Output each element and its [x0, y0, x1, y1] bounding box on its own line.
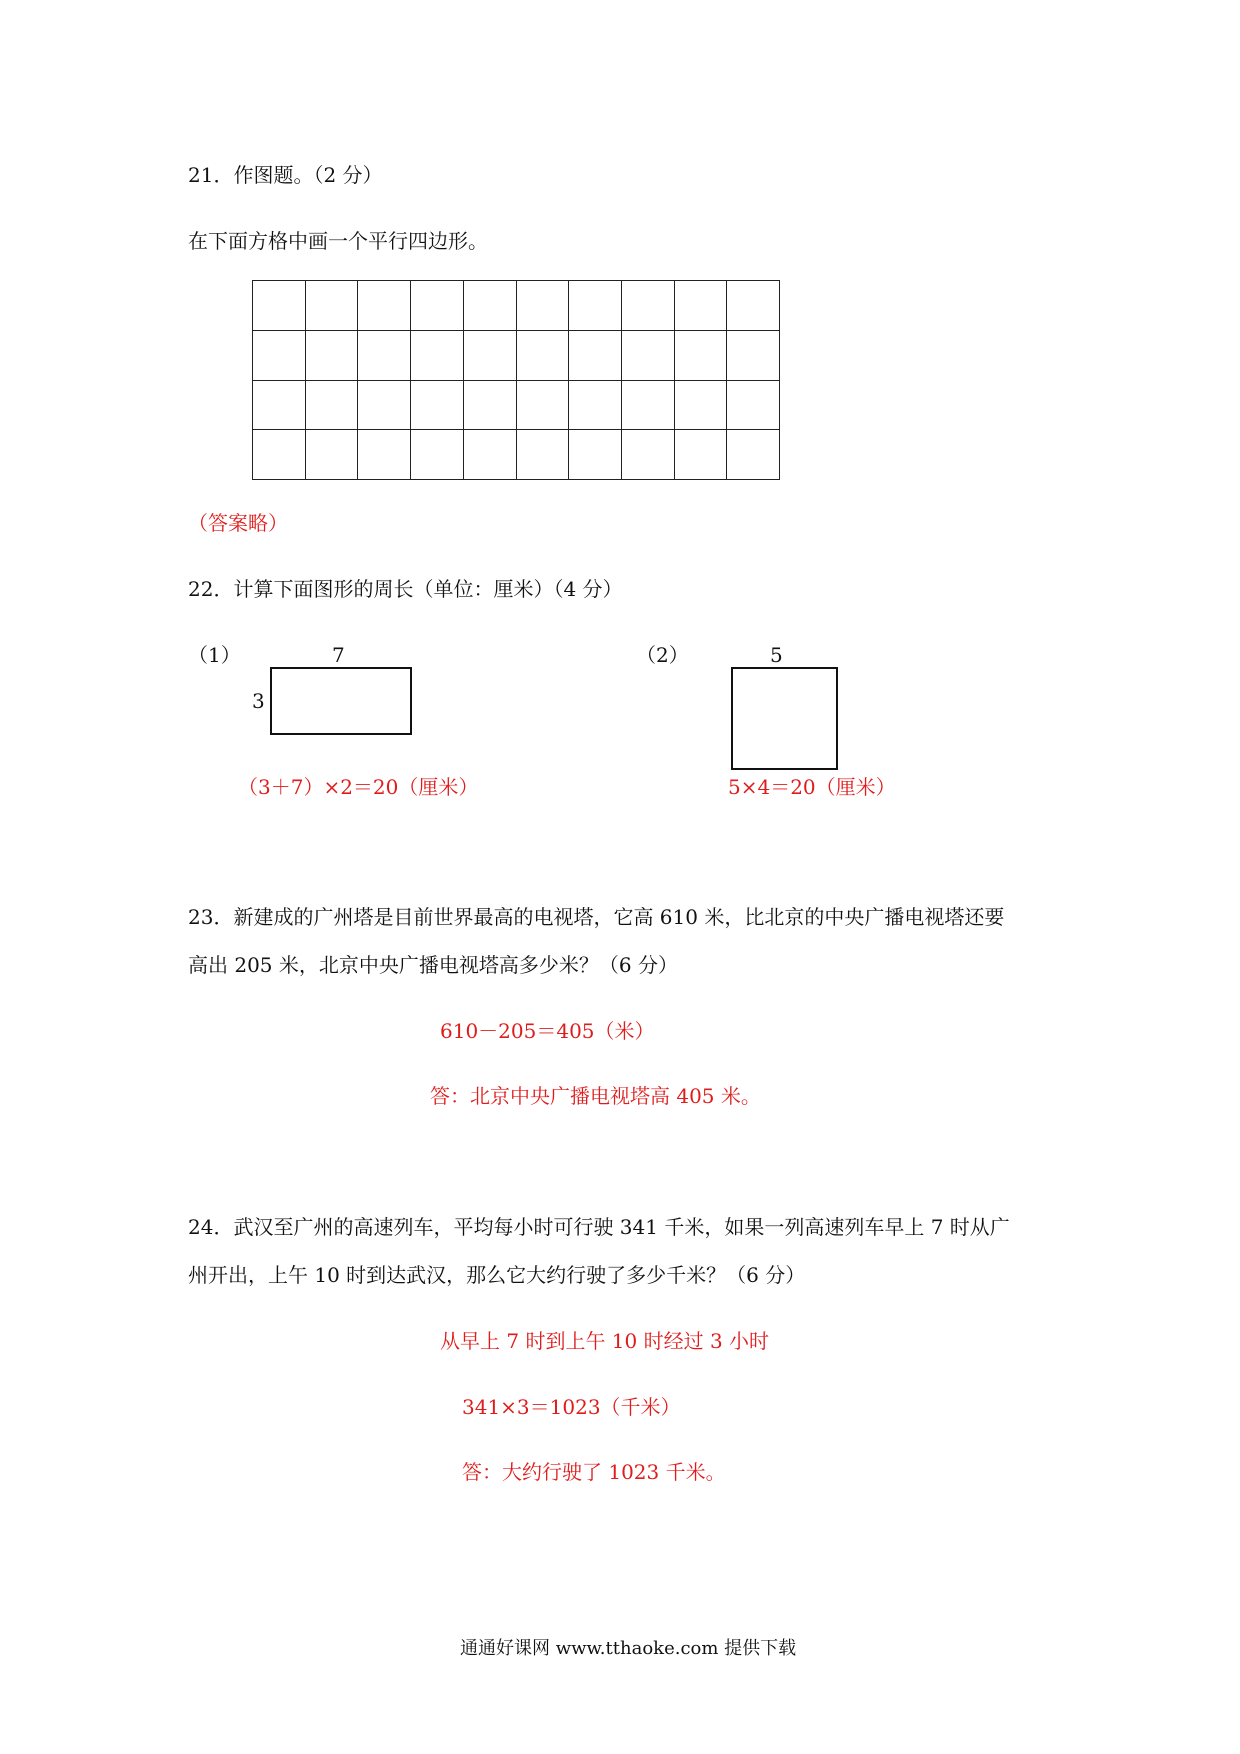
q23-line1: 23．新建成的广州塔是目前世界最高的电视塔，它高 610 米，比北京的中央广播电视塔还要 [188, 905, 1005, 929]
q23-line2: 高出 205 米，北京中央广播电视塔高多少米？（6 分） [188, 953, 678, 977]
q21-title: 21．作图题。（2 分） [188, 163, 383, 187]
q24-answer-step: 从早上 7 时到上午 10 时经过 3 小时 [440, 1329, 770, 1353]
footer-credit: 通通好课网 www.tthaoke.com 提供下载 [460, 1638, 797, 1659]
rectangle-figure [270, 667, 412, 735]
q21-answer: （答案略） [188, 511, 288, 535]
fig2-top-side: 5 [770, 643, 783, 667]
fig2-label: （2） [636, 643, 689, 667]
q23-answer-calc: 610－205＝405（米） [440, 1019, 655, 1043]
q22-title: 22．计算下面图形的周长（单位：厘米）（4 分） [188, 577, 623, 601]
q24-answer-text: 答：大约行驶了 1023 千米。 [462, 1460, 726, 1484]
fig1-answer: （3＋7）×2＝20（厘米） [238, 775, 479, 799]
fig1-label: （1） [188, 643, 241, 667]
drawing-grid [252, 280, 780, 480]
q24-answer-calc: 341×3＝1023（千米） [462, 1395, 681, 1419]
fig2-answer: 5×4＝20（厘米） [728, 775, 896, 799]
q23-answer-text: 答：北京中央广播电视塔高 405 米。 [430, 1084, 761, 1108]
q24-line2: 州开出，上午 10 时到达武汉，那么它大约行驶了多少千米？（6 分） [188, 1263, 806, 1287]
square-figure [731, 667, 838, 770]
q21-instruction: 在下面方格中画一个平行四边形。 [188, 229, 488, 253]
fig1-top-side: 7 [332, 643, 345, 667]
fig1-left-side: 3 [252, 689, 265, 713]
q24-line1: 24．武汉至广州的高速列车，平均每小时可行驶 341 千米，如果一列高速列车早上 7 时从广 [188, 1215, 1010, 1239]
